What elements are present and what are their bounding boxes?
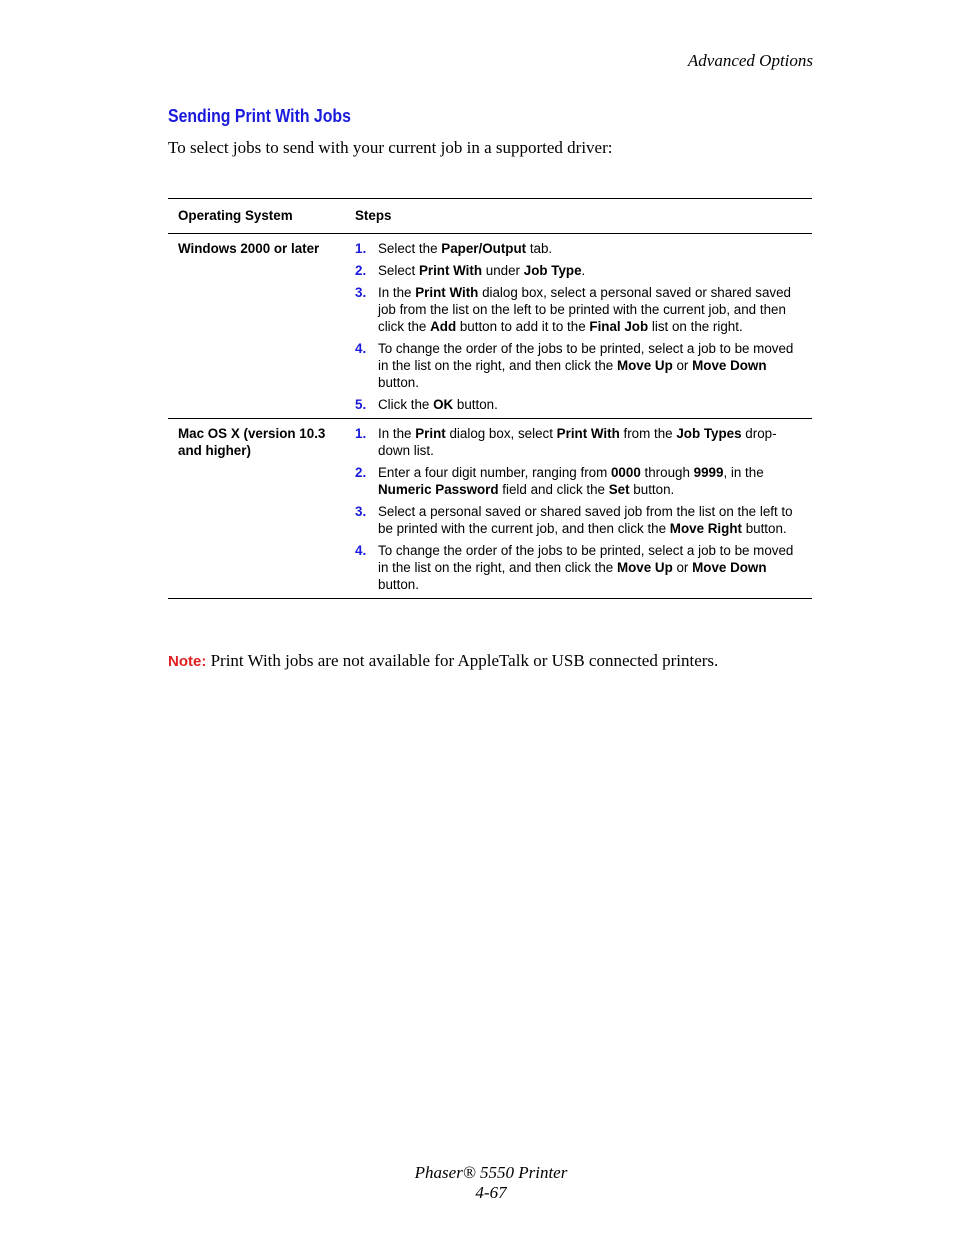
steps-cell	[345, 419, 812, 599]
step-item	[355, 262, 802, 279]
ui-term: Add	[430, 319, 457, 334]
footer-product: Phaser® 5550 Printer	[414, 1163, 568, 1182]
ui-term: Move Down	[692, 358, 767, 373]
step-text: Select a personal saved or shared saved job from the list on the left to be printed with the current job, and then click the	[378, 504, 793, 536]
step-number: 2.	[355, 465, 367, 480]
ui-term: Move Up	[616, 560, 673, 575]
table-body	[168, 234, 812, 599]
ui-term: Final Job	[589, 319, 649, 334]
note	[168, 651, 718, 671]
section-title: Sending Print With Jobs	[168, 106, 351, 126]
step-text: tab.	[526, 241, 553, 256]
ui-term: Job Type	[523, 263, 582, 278]
step-text: To change the order of the jobs to be printed, select a job to be moved in the list on the right, and then click the	[378, 341, 794, 373]
running-header: Advanced Options	[687, 51, 813, 70]
steps-table	[168, 198, 812, 599]
ui-term: Print With	[415, 285, 479, 300]
step-number: 3.	[355, 504, 367, 519]
ui-term: Set	[608, 482, 630, 497]
step-list	[355, 240, 802, 413]
step-text: or	[672, 358, 693, 373]
step-item	[355, 284, 802, 335]
column-header-steps: Steps	[345, 199, 812, 234]
step-text: To change the order of the jobs to be printed, select a job to be moved in the list on the right, and then click the	[378, 543, 794, 575]
step-text: button.	[378, 577, 419, 592]
step-number: 2.	[355, 263, 367, 278]
step-text: Click the	[378, 397, 434, 412]
step-text: dialog box, select a personal saved or shared saved job from the list on the left to be printed with the current job, and then click the	[378, 285, 791, 334]
note-text: Print With jobs are not available for AppleTalk or USB connected printers.	[210, 651, 719, 670]
table-row	[168, 419, 812, 599]
intro-paragraph: To select jobs to send with your current job in a supported driver:	[168, 138, 613, 157]
step-text: dialog box, select	[445, 426, 557, 441]
os-cell: Windows 2000 or later	[168, 234, 345, 419]
step-number: 5.	[355, 397, 367, 412]
step-number: 4.	[355, 543, 367, 558]
steps-cell	[345, 234, 812, 419]
step-text: drop-down list.	[378, 426, 777, 458]
step-item	[355, 464, 802, 498]
ui-term: Move Right	[669, 521, 742, 536]
step-list	[355, 425, 802, 593]
step-number: 4.	[355, 341, 367, 356]
column-header-os: Operating System	[168, 199, 345, 234]
step-text: In the	[378, 285, 416, 300]
ui-term: OK	[433, 397, 454, 412]
step-number: 1.	[355, 426, 367, 441]
step-text: or	[672, 560, 693, 575]
step-text: through	[640, 465, 694, 480]
step-number: 3.	[355, 285, 367, 300]
ui-term: Numeric Password	[378, 482, 499, 497]
step-text: list on the right.	[648, 319, 743, 334]
step-text: button to add it to the	[456, 319, 590, 334]
ui-term: Print	[415, 426, 446, 441]
ui-term: 9999	[693, 465, 724, 480]
step-text: button.	[629, 482, 675, 497]
step-text: , in the	[723, 465, 764, 480]
step-text: button.	[378, 375, 419, 390]
step-text: from the	[619, 426, 677, 441]
step-text: Enter a four digit number, ranging from	[378, 465, 611, 480]
step-item	[355, 503, 802, 537]
step-item	[355, 396, 802, 413]
step-text: .	[581, 263, 586, 278]
step-item	[355, 240, 802, 257]
step-item	[355, 425, 802, 459]
step-text: Select the	[378, 241, 442, 256]
ui-term: Print With	[556, 426, 620, 441]
os-cell: Mac OS X (version 10.3 and higher)	[168, 419, 345, 599]
step-text: button.	[453, 397, 498, 412]
step-text: under	[482, 263, 524, 278]
step-text: button.	[741, 521, 787, 536]
step-number: 1.	[355, 241, 367, 256]
ui-term: Print With	[418, 263, 483, 278]
table-row	[168, 234, 812, 419]
step-item	[355, 340, 802, 391]
ui-term: Move Down	[692, 560, 767, 575]
step-text: Select	[378, 263, 419, 278]
ui-term: 0000	[610, 465, 641, 480]
table-header-row	[168, 199, 812, 234]
ui-term: Move Up	[616, 358, 673, 373]
step-text: field and click the	[498, 482, 609, 497]
step-item	[355, 542, 802, 593]
note-label: Note:	[168, 653, 207, 670]
ui-term: Job Types	[676, 426, 742, 441]
step-text: In the	[378, 426, 416, 441]
ui-term: Paper/Output	[441, 241, 527, 256]
footer-page-number: 4-67	[475, 1183, 507, 1202]
